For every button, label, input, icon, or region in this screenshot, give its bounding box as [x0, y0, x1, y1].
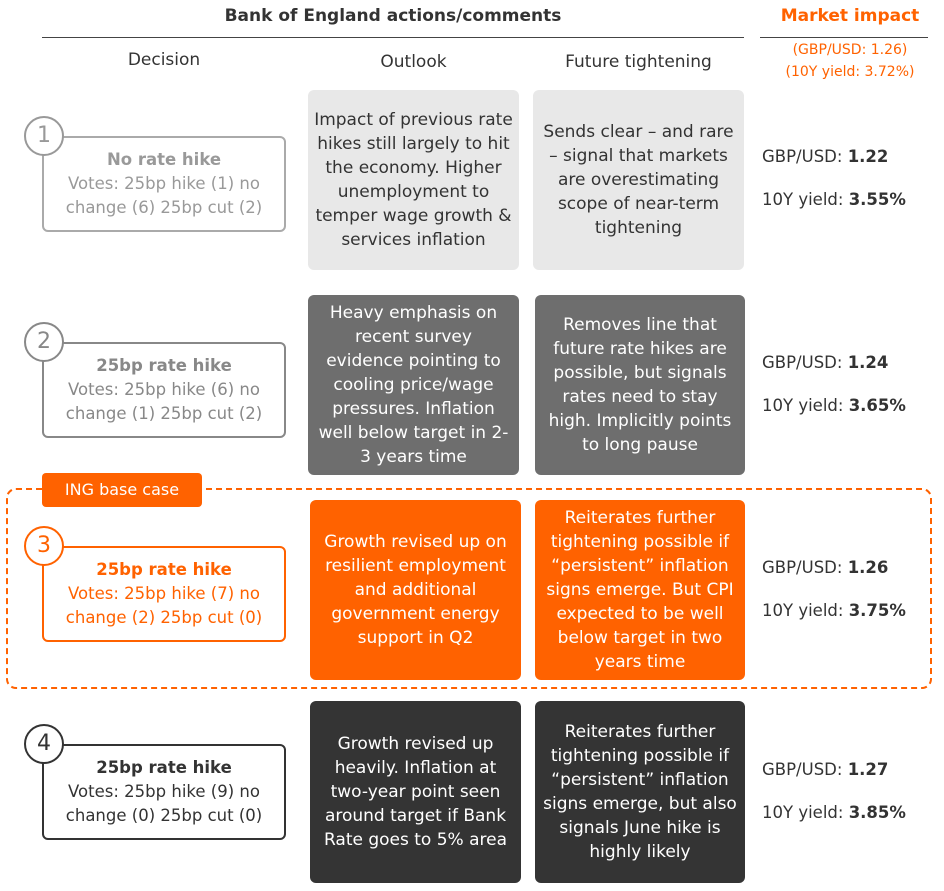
- yield-label: 10Y yield:: [762, 803, 844, 822]
- market-header-rule: [760, 37, 928, 38]
- future-card: Reiterates further tightening possible if “persistent” inflation signs emerge, but also signals June hike is highly likely: [535, 701, 745, 883]
- decision-title: No rate hike: [106, 150, 222, 169]
- gbp-label: GBP/USD:: [762, 353, 843, 372]
- scenario-number: 3: [24, 526, 64, 566]
- decision-box: [42, 546, 286, 642]
- yield-label: 10Y yield:: [762, 190, 844, 209]
- gbp-value: 1.27: [847, 760, 889, 779]
- future-card: Removes line that future rate hikes are possible, but signals rates need to stay high. Implicitly points to long pause: [535, 295, 745, 475]
- scenario-number: 2: [24, 322, 64, 362]
- gbp-value: 1.26: [847, 558, 889, 577]
- main-header-rule: [42, 37, 744, 38]
- decision-votes: Votes: 25bp hike (7) no change (2) 25bp cut (0): [65, 584, 263, 627]
- decision-title: 25bp rate hike: [96, 356, 232, 375]
- future-card: Sends clear – and rare – signal that markets are overestimating scope of near-term tightening: [533, 90, 744, 270]
- gbp-value: 1.24: [847, 353, 889, 372]
- market-yield: [762, 803, 942, 822]
- market-yield: [762, 190, 942, 209]
- outlook-card: Impact of previous rate hikes still largely to hit the economy. Higher unemployment to temper wage growth & services inflation: [308, 90, 519, 270]
- gbp-label: GBP/USD:: [762, 147, 843, 166]
- gbp-label: GBP/USD:: [762, 558, 843, 577]
- future-card: Reiterates further tightening possible if “persistent” inflation signs emerge. But CPI expected to be well below target in two years time: [535, 500, 745, 680]
- market-yield: [762, 601, 942, 620]
- market-header: Market impact: [780, 6, 920, 26]
- market-gbp: [762, 760, 942, 779]
- decision-votes: Votes: 25bp hike (9) no change (0) 25bp cut (0): [65, 782, 263, 825]
- outlook-card: Growth revised up heavily. Inflation at two-year point seen around target if Bank Rate goes to 5% area: [310, 701, 521, 883]
- yield-value: 3.55%: [848, 190, 906, 209]
- market-yield: [762, 396, 942, 415]
- market-gbp: [762, 147, 942, 166]
- main-header: Bank of England actions/comments: [224, 6, 562, 26]
- yield-label: 10Y yield:: [762, 601, 844, 620]
- market-gbp: [762, 353, 942, 372]
- market-sub-gbp: (GBP/USD: 1.26): [792, 42, 908, 58]
- yield-value: 3.75%: [848, 601, 906, 620]
- outlook-card: Heavy emphasis on recent survey evidence pointing to cooling price/wage pressures. Inflation well below target in 2-3 years time: [308, 295, 519, 475]
- gbp-value: 1.22: [847, 147, 889, 166]
- yield-value: 3.85%: [848, 803, 906, 822]
- decision-box: [42, 342, 286, 438]
- column-outlook: Outlook: [380, 52, 447, 72]
- market-sub-yield: (10Y yield: 3.72%): [785, 64, 915, 80]
- decision-title: 25bp rate hike: [96, 560, 232, 579]
- decision-votes: Votes: 25bp hike (1) no change (6) 25bp cut (2): [65, 174, 263, 217]
- yield-value: 3.65%: [848, 396, 906, 415]
- yield-label: 10Y yield:: [762, 396, 844, 415]
- decision-box: [42, 136, 286, 232]
- market-gbp: [762, 558, 942, 577]
- scenario-number: 1: [24, 116, 64, 156]
- decision-title: 25bp rate hike: [96, 758, 232, 777]
- decision-votes: Votes: 25bp hike (6) no change (1) 25bp cut (2): [65, 380, 263, 423]
- decision-box: [42, 744, 286, 840]
- column-decision: Decision: [127, 50, 201, 70]
- base-case-label: ING base case: [42, 473, 202, 507]
- gbp-label: GBP/USD:: [762, 760, 843, 779]
- column-future: Future tightening: [565, 52, 712, 72]
- scenario-number: 4: [24, 724, 64, 764]
- outlook-card: Growth revised up on resilient employment and additional government energy support in Q2: [310, 500, 521, 680]
